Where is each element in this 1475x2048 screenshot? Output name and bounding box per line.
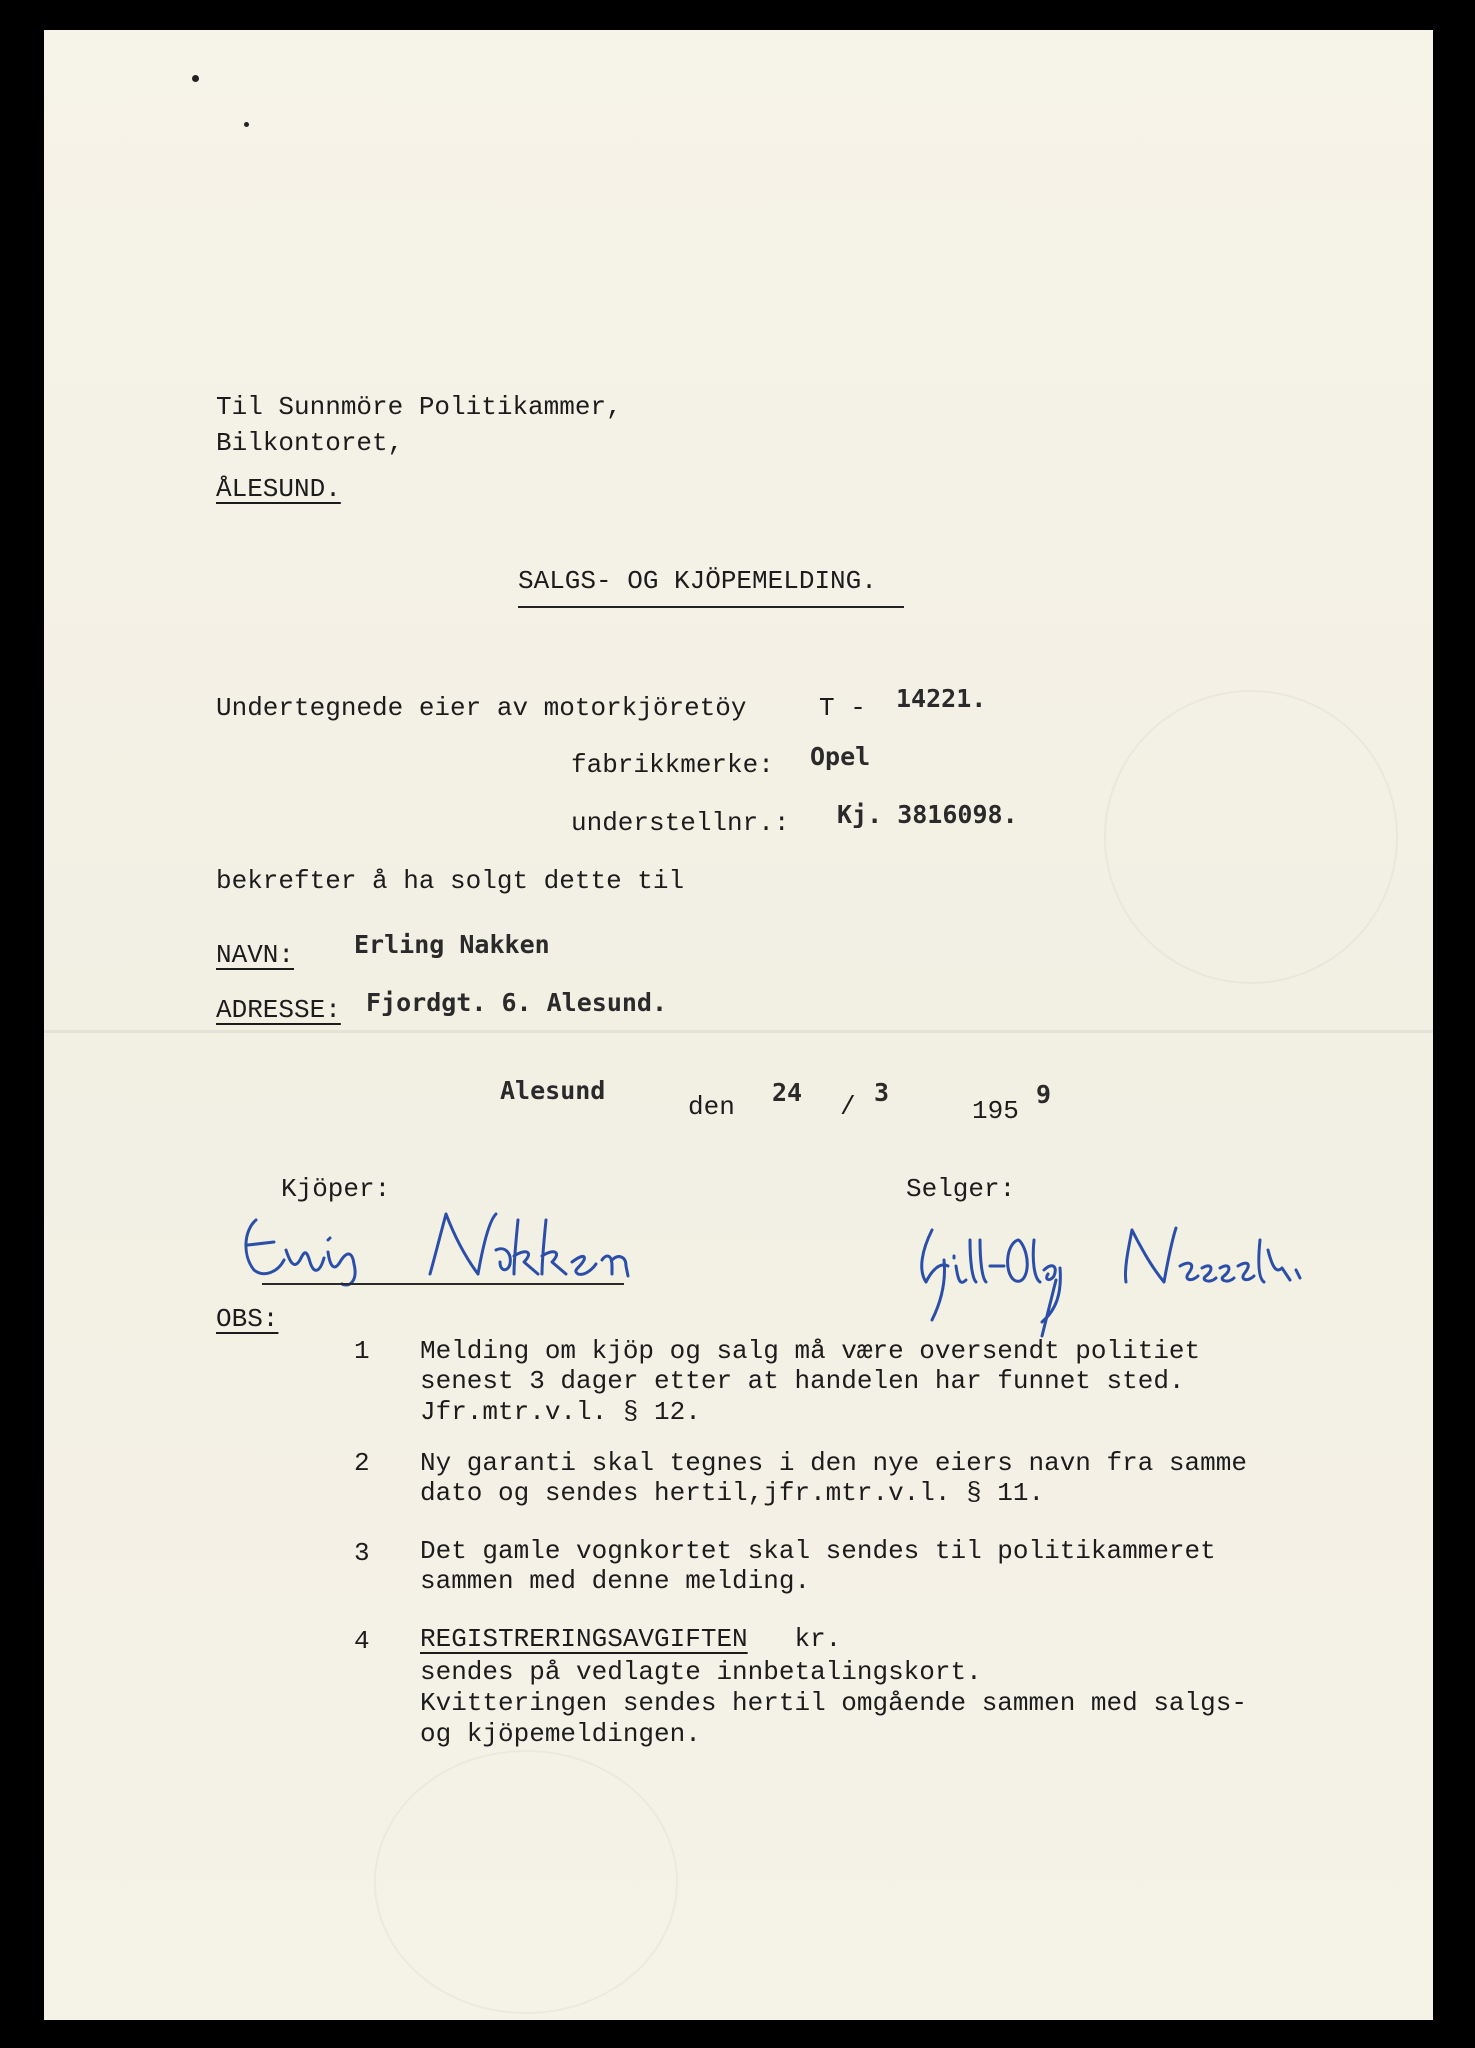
seller-label: Selger: [906, 1174, 1016, 1204]
fold-line [44, 1030, 1433, 1033]
owner-label: Undertegnede eier av motorkjöretöy [216, 693, 747, 723]
obs-item-3-line2: sammen med denne melding. [420, 1566, 811, 1596]
obs-item-4-line1: sendes på vedlagte innbetalingskort. [420, 1657, 982, 1687]
address-label-text: ADRESSE: [216, 995, 341, 1025]
recipient-city: ÅLESUND. [216, 474, 341, 504]
watermark-seal [1104, 690, 1398, 984]
date-place: Alesund [500, 1076, 606, 1105]
name-value: Erling Nakken [354, 930, 550, 959]
obs-item-2-line2: dato og sendes hertil,jfr.mtr.v.l. § 11. [420, 1478, 1045, 1508]
reg-value: 14221. [896, 684, 987, 713]
address-label [216, 997, 341, 1023]
seller-signature [892, 1170, 1332, 1340]
date-day: 24 [772, 1078, 803, 1107]
date-year-suffix: 9 [1036, 1080, 1052, 1109]
date-den: den [688, 1092, 735, 1122]
sold-to-text: bekrefter å ha solgt dette til [216, 866, 685, 896]
date-slash: / [840, 1092, 856, 1122]
recipient-line1: Til Sunnmöre Politikammer, [216, 392, 622, 422]
obs-num-2: 2 [354, 1448, 370, 1478]
obs-item-4-line3: og kjöpemeldingen. [420, 1719, 701, 1749]
obs-item-3-line1: Det gamle vognkortet skal sendes til politikammeret [420, 1536, 1216, 1566]
punch-mark [244, 122, 249, 127]
buyer-label: Kjöper: [281, 1174, 391, 1204]
obs-num-3: 3 [354, 1538, 370, 1568]
obs-item-2-line1: Ny garanti skal tegnes i den nye eiers navn fra samme [420, 1448, 1247, 1478]
chassis-value: Kj. 3816098. [837, 800, 1018, 829]
obs-num-4: 4 [354, 1626, 370, 1656]
obs-item-4-heading-row [420, 1626, 841, 1652]
document-page [44, 30, 1433, 2020]
recipient-line2: Bilkontoret, [216, 428, 404, 458]
address-value: Fjordgt. 6. Alesund. [366, 988, 668, 1017]
obs-item-4-line2: Kvitteringen sendes hertil omgående sammen med salgs- [420, 1688, 1247, 1718]
date-month: 3 [874, 1078, 890, 1107]
obs-item-4-heading: REGISTRERINGSAVGIFTEN [420, 1624, 748, 1654]
obs-item-1-line2: senest 3 dager etter at handelen har funnet sted. [420, 1366, 1185, 1396]
reg-prefix: T - [819, 693, 866, 723]
obs-item-1-line1: Melding om kjöp og salg må være oversendt politiet [420, 1336, 1201, 1366]
title-underline [518, 606, 904, 608]
make-value: Opel [810, 742, 871, 771]
punch-mark [192, 75, 199, 82]
date-year-prefix: 195 [972, 1096, 1019, 1126]
make-label: fabrikkmerke: [571, 750, 774, 780]
obs-item-4-heading-suffix: kr. [794, 1624, 842, 1654]
name-label: NAVN: [216, 940, 295, 970]
obs-item-4-heading-gap [748, 1624, 795, 1654]
page-title: SALGS- OG KJÖPEMELDING. [518, 566, 877, 596]
obs-num-1: 1 [354, 1336, 370, 1366]
buyer-signature [234, 1200, 654, 1290]
obs-item-1-line3: Jfr.mtr.v.l. § 12. [420, 1397, 701, 1427]
obs-label: OBS: [216, 1304, 279, 1334]
chassis-label: understellnr.: [571, 808, 790, 838]
watermark-seal-lower [374, 1750, 678, 2014]
